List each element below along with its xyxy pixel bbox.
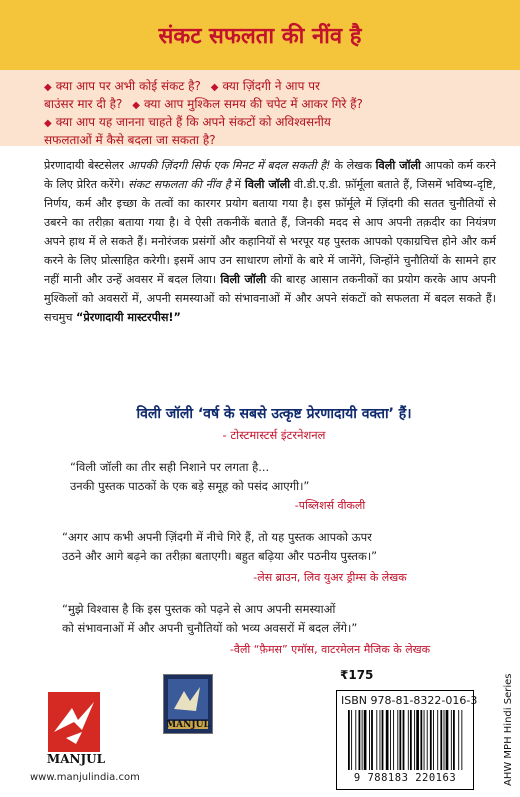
- barcode-bar: [453, 710, 455, 770]
- author-name: विली जॉली: [244, 178, 291, 191]
- barcode-bar: [369, 710, 370, 770]
- badge-label: MANJUL: [166, 720, 210, 730]
- desc-text: के लेखक: [334, 159, 372, 172]
- description-paragraph: [44, 156, 496, 327]
- diamond-bullet-icon: ◆: [132, 100, 140, 111]
- question-text: क्या आप यह जानना चाहते हैं कि अपने संकटों को अविश्वसनीय: [55, 115, 331, 129]
- barcode-bar: [410, 710, 412, 770]
- endorsement-headline: विली जॉली ‘वर्ष के सबसे उत्कृष्ट प्रेरणादायी वक्ता’ हैं।: [136, 406, 412, 422]
- barcode-bar: [444, 710, 445, 770]
- price: ₹175: [340, 668, 374, 682]
- barcode-bar: [376, 710, 377, 770]
- quote-source: -वैली “फ़ैमस” एमॉस, वाटरमेलन मैजिक के लेखक: [229, 643, 431, 656]
- question-text: क्या ज़िंदगी ने आप पर: [222, 79, 320, 93]
- barcode-bar: [348, 710, 350, 770]
- barcode-bar: [364, 710, 367, 770]
- question-line-2: [44, 96, 502, 114]
- barcode-bar: [458, 710, 459, 770]
- barcode-bar: [359, 710, 361, 770]
- barcode-bar: [399, 710, 401, 770]
- diamond-bullet-icon: ◆: [210, 82, 219, 93]
- question-text: सफलताओं में कैसे बदला जा सकता है?: [44, 133, 216, 147]
- quote-source: -लेस ब्राउन, लिव युअर ड्रीम्स के लेखक: [253, 571, 407, 584]
- endorsement-source: - टोस्टमास्टर्स इंटरनेशनल: [222, 428, 326, 442]
- book-title: संकट सफलता की नींव है: [158, 24, 362, 49]
- title-banner: [0, 0, 520, 70]
- quote-source: -पब्लिशर्स वीकली: [294, 499, 366, 512]
- publisher-website: www.manjulindia.com: [30, 772, 140, 783]
- barcode-bar: [403, 710, 405, 770]
- barcode-icon: [346, 710, 464, 772]
- question-line-1: [44, 78, 502, 96]
- barcode-bar: [351, 710, 352, 770]
- barcode-bar: [424, 710, 425, 770]
- barcode-bar: [362, 710, 363, 770]
- question-text: क्या आप पर अभी कोई संकट है?: [55, 79, 201, 93]
- masterpiece-tagline: “प्रेरणादायी मास्टरपीस!”: [76, 311, 181, 324]
- review-quote-1: [70, 458, 500, 496]
- desc-text: की बारह आसान तकनीकों का प्रयोग करके आप अपनी मुश्किलों को अवसरों में, अपनी समस्याओं को संभावनाओं में और अपने संकटों को सफलता में बदल सकते हैं। सचमुच: [44, 273, 496, 324]
- review-quote-2: [62, 528, 502, 566]
- desc-text: प्रेरणादायी बेस्टसेलर: [44, 159, 124, 172]
- barcode-bar: [440, 710, 442, 770]
- barcode-bar: [437, 710, 438, 770]
- barcode-bar: [430, 710, 432, 770]
- publisher-name: MANJUL: [46, 752, 106, 766]
- barcode-bar: [446, 710, 449, 770]
- barcode-bar: [451, 710, 452, 770]
- book-reference: आपकी ज़िंदगी सिर्फ एक मिनट में बदल सकती है!: [127, 159, 331, 172]
- question-text: क्या आप मुश्किल समय की चपेट में आकर गिरे हैं?: [143, 97, 363, 111]
- diamond-bullet-icon: ◆: [44, 82, 52, 93]
- barcode-bar: [386, 710, 389, 770]
- quote-line: उनकी पुस्तक पाठकों के एक बड़े समूह को पसंद आएगी।”: [70, 479, 310, 493]
- barcode-bar: [397, 710, 398, 770]
- barcode-bar: [420, 710, 422, 770]
- barcode-bar: [380, 710, 381, 770]
- quote-line: “मुझे विश्वास है कि इस पुस्तक को पढ़ने से आप अपनी समस्याओं: [62, 602, 336, 616]
- barcode-bar: [390, 710, 391, 770]
- barcode-bar: [427, 710, 428, 770]
- barcode-bar: [393, 710, 394, 770]
- quote-line: “अगर आप कभी अपनी ज़िंदगी में नीचे गिरे हैं, तो यह पुस्तक आपको ऊपर: [62, 530, 372, 544]
- question-text: बाउंसर मार दी है?: [44, 97, 123, 111]
- barcode-digits: 9 788183 220163: [353, 772, 457, 784]
- question-line-3: [44, 114, 502, 132]
- author-name: विली जॉली: [220, 273, 267, 286]
- barcode-bar: [416, 710, 419, 770]
- barcode-bar: [433, 710, 434, 770]
- questions-box: [0, 70, 520, 146]
- barcode-bar: [355, 710, 356, 770]
- series-label: [503, 674, 514, 786]
- author-name: विली जॉली: [375, 159, 421, 172]
- barcode-bar: [371, 710, 373, 770]
- barcode-bar: [408, 710, 409, 770]
- desc-text: में: [234, 178, 242, 191]
- book-reference: संकट सफलता की नींव है: [128, 178, 231, 191]
- quote-line: उठने और आगे बढ़ने का तरीक़ा बताएगी। बहुत बढ़िया और पठनीय पुस्तक।”: [62, 549, 378, 563]
- desc-text: आपको कर्म करने के लिए प्रेरित करेंगे।: [44, 159, 497, 191]
- review-quote-3: [62, 600, 502, 638]
- barcode-bar: [461, 710, 462, 770]
- barcode-bar: [414, 710, 415, 770]
- quote-line: को संभावनाओं में और अपनी चुनौतियों को भव्य अवसरों में बदल लेंगे।”: [62, 621, 358, 635]
- diamond-bullet-icon: ◆: [44, 118, 52, 129]
- question-line-4: [44, 132, 502, 149]
- desc-text: वी.डी.ए.डी. फ़ॉर्मूला बताते हैं, जिसमें भविष्य-दृष्टि, निर्णय, कर्म और इच्छा के तत्वों का कारगर प्रयोग बताया गया है। इस फ़ॉर्मूले में ज़िंदगी की सतत चुनौतियों से उबरने का तरीक़ा बताया गया है। वे ऐसी तकनीकें बताते हैं, जिनकी मदद से आप अपनी तक़दीर का नियंत्रण अपने हाथ में ले सकते हैं। मनोरंजक प्रसंगों और कहानियों से भरपूर यह पुस्तक आपको एकाग्रचित्त होने और कर्म करने के लिए प्रोत्साहित करेगी। इसमें आप उन साधारण लोगों के बारे में जानेंगे, जिन्होंने चुनौतियों के सामने हार नहीं मानी और उन्हें अवसर में बदल लिया।: [44, 178, 496, 286]
- manjul-logo-icon: [42, 688, 106, 762]
- quote-line: “विली जॉली का तीर सही निशाने पर लगता है...: [70, 460, 270, 474]
- series-text: AHW MPH Hindi Series: [503, 673, 514, 786]
- barcode-bar: [382, 710, 384, 770]
- isbn-label: ISBN 978-81-8322-016-3: [341, 694, 478, 707]
